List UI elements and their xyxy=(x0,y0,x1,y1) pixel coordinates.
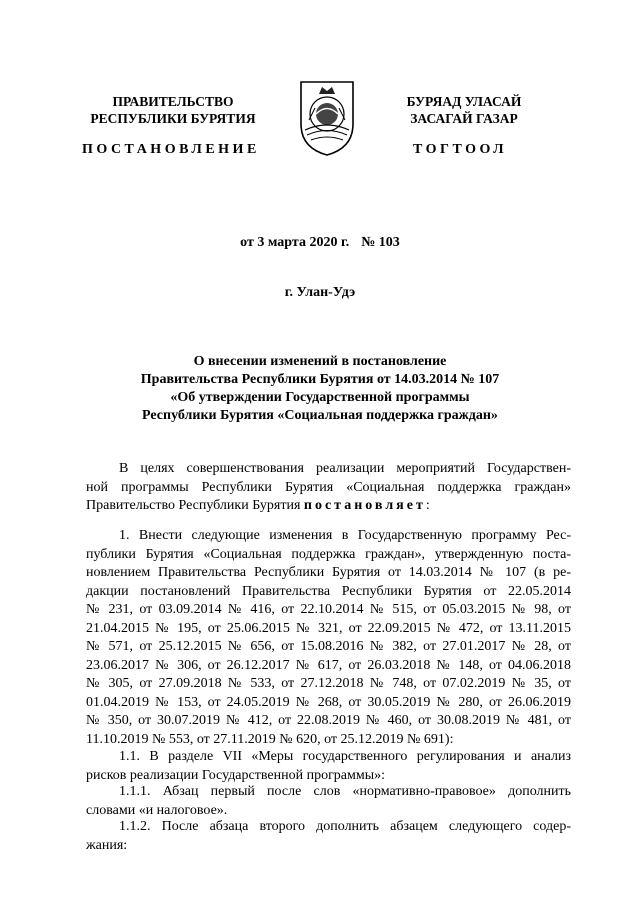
preamble-line-suffix: : xyxy=(425,498,430,513)
title-line: Республики Бурятия «Социальная поддержка граждан» xyxy=(142,408,498,423)
coat-of-arms-icon xyxy=(295,78,359,158)
date-number-line xyxy=(0,235,640,251)
doc-type-ru: ПОСТАНОВЛЕНИЕ xyxy=(82,142,260,157)
doc-type-bua: ТОГТООЛ xyxy=(413,142,508,157)
item-1-1-1-line: словами «и налоговое». xyxy=(86,802,228,818)
item-1-line: 01.04.2019 № 153, от 24.05.2019 № 268, от 30.05.2019 № 280, от 26.06.2019 xyxy=(86,694,571,710)
item-1-line: № 231, от 03.09.2014 № 416, от 22.10.2014 № 515, от 05.03.2015 № 98, от xyxy=(86,602,571,617)
preamble-paragraph xyxy=(86,460,571,516)
item-1-line: новлением Правительства Республики Бурятия от 14.03.2014 № 107 (в ре- xyxy=(86,565,571,580)
item-1-1-2-line: жания: xyxy=(86,837,128,853)
item-1-paragraph xyxy=(86,527,571,749)
item-1-line: 11.10.2019 № 553, от 27.11.2019 № 620, от 25.12.2019 № 691): xyxy=(86,731,454,747)
item-1-1-1-paragraph xyxy=(86,783,571,820)
item-1-1-paragraph xyxy=(86,748,571,785)
item-1-line: 21.04.2015 № 195, от 25.06.2015 № 321, от 22.09.2015 № 472, от 13.11.2015 xyxy=(86,620,571,636)
title-line: О внесении изменений в постановление xyxy=(193,354,447,369)
item-1-line: 23.06.2017 № 306, от 26.12.2017 № 617, от 26.03.2018 № 148, от 04.06.2018 xyxy=(86,657,571,673)
item-1-line: № 350, от 30.07.2019 № 412, от 22.08.2019 № 460, от 30.08.2019 № 481, от xyxy=(86,713,571,728)
item-1-1-1-line: 1.1.1. Абзац первый после слов «нормативно-правовое» дополнить xyxy=(119,784,571,799)
item-1-line: 1. Внести следующие изменения в Государственную программу Рес- xyxy=(119,528,571,543)
preamble-line: ной программы Республики Бурятия «Социальная поддержка граждан» xyxy=(86,479,571,495)
header-left-line: ПРАВИТЕЛЬСТВО xyxy=(112,94,234,109)
document-date: от 3 марта 2020 г. xyxy=(240,235,350,250)
item-1-1-line: рисков реализации Государственной программы»: xyxy=(86,767,386,783)
header-left-line: РЕСПУБЛИКИ БУРЯТИЯ xyxy=(90,111,256,126)
item-1-line: № 571, от 25.12.2015 № 656, от 15.08.2016 № 382, от 27.01.2017 № 28, от xyxy=(86,639,571,654)
header-right xyxy=(364,93,564,127)
preamble-line: В целях совершенствования реализации мероприятий Государствен- xyxy=(119,461,571,476)
document-title xyxy=(0,353,640,425)
header-left xyxy=(66,93,280,127)
item-1-line: дакции постановлений Правительства Республики Бурятия от 22.05.2014 xyxy=(86,583,571,599)
preamble-line xyxy=(86,497,571,516)
item-1-1-2-line: 1.1.2. После абзаца второго дополнить абзацем следующего содер- xyxy=(119,819,571,834)
title-line: Правительства Республики Бурятия от 14.03.2014 № 107 xyxy=(140,372,500,387)
item-1-1-2-paragraph xyxy=(86,818,571,855)
header-right-line: БУРЯАД УЛАСАЙ xyxy=(406,94,522,109)
document-city: г. Улан-Удэ xyxy=(284,285,356,300)
preamble-line-prefix: Правительство Республики Бурятия xyxy=(86,498,304,513)
title-line: «Об утверждении Государственной программы xyxy=(170,390,470,405)
resolves-word: постановляет xyxy=(303,498,426,513)
document-number: № 103 xyxy=(361,235,400,250)
item-1-line: публики Бурятия «Социальная поддержка граждан», утвержденную поста- xyxy=(86,546,571,562)
header-right-line: ЗАСАГАЙ ГАЗАР xyxy=(410,111,518,126)
item-1-line: № 305, от 27.09.2018 № 533, от 27.12.2018 № 748, от 07.02.2019 № 35, от xyxy=(86,676,571,691)
item-1-1-line: 1.1. В разделе VII «Меры государственного регулирования и анализ xyxy=(119,749,571,764)
